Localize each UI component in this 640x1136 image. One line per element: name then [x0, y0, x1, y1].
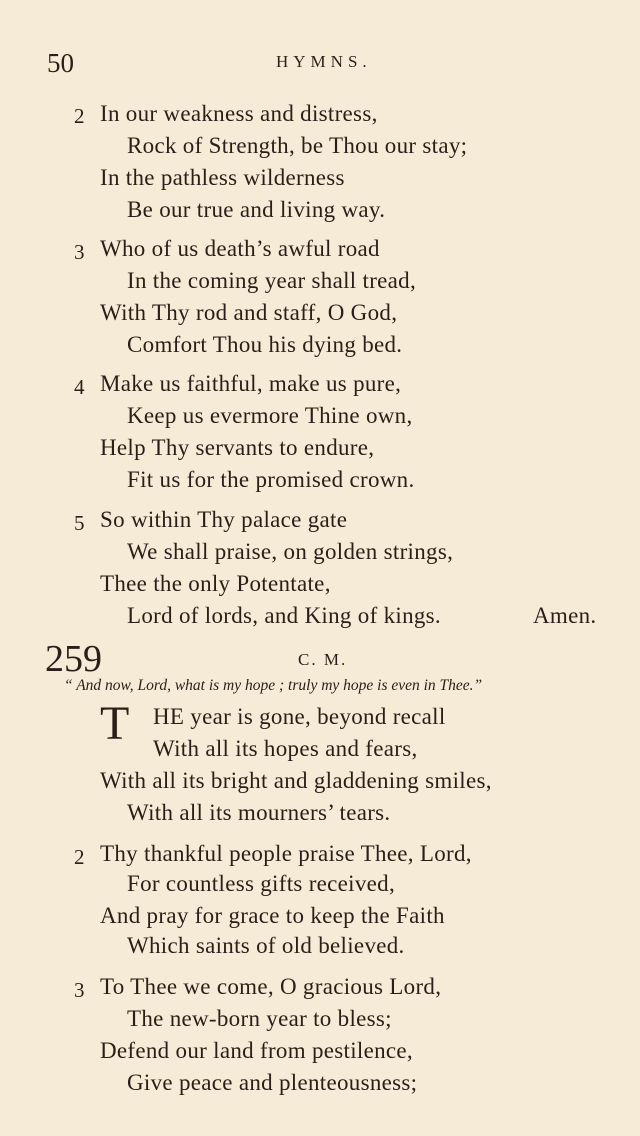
verse-line: Which saints of old believed. [127, 933, 405, 958]
verse-number: 5 [74, 511, 85, 535]
verse-line: Give peace and plenteousness; [127, 1070, 418, 1095]
verse-line: The new-born year to bless; [127, 1006, 392, 1031]
verse-number: 4 [74, 375, 85, 399]
verse-line: In our weakness and distress, [100, 101, 378, 126]
verse-line: So within Thy palace gate [100, 507, 348, 532]
verse-line: Defend our land from pestilence, [100, 1038, 413, 1063]
verse-line: To Thee we come, O gracious Lord, [100, 974, 442, 999]
verse-line: Thy thankful people praise Thee, Lord, [100, 841, 472, 866]
verse-line: We shall praise, on golden strings, [127, 539, 454, 564]
verse-number: 3 [74, 978, 85, 1002]
verse-line: Thee the only Potentate, [100, 571, 331, 596]
hymn-number: 259 [45, 638, 102, 680]
hymn-epigraph: “ And now, Lord, what is my hope ; truly my hope is even in Thee.” [64, 677, 483, 694]
verse-line: HE year is gone, beyond recall [153, 704, 446, 729]
verse-line: With all its bright and gladdening smiles, [100, 768, 492, 793]
drop-cap: T [100, 697, 130, 750]
running-head: HYMNS. [276, 52, 372, 71]
verse-number: 3 [74, 240, 85, 264]
page-number: 50 [47, 48, 74, 78]
verse-line: Lord of lords, and King of kings. [127, 603, 441, 628]
amen-text: Amen. [533, 603, 597, 628]
verse-number: 2 [74, 845, 85, 869]
verse-line: For countless gifts received, [127, 871, 396, 896]
verse-line: With Thy rod and staff, O God, [100, 300, 398, 325]
hymn-meter: C. M. [298, 650, 348, 669]
verse-line: Help Thy servants to endure, [100, 435, 375, 460]
verse-number: 2 [74, 104, 85, 128]
verse-line: Rock of Strength, be Thou our stay; [127, 133, 468, 158]
verse-line: Fit us for the promised crown. [127, 467, 415, 492]
verse-line: With all its hopes and fears, [153, 736, 418, 761]
verse-line: And pray for grace to keep the Faith [100, 903, 445, 928]
verse-line: Keep us evermore Thine own, [127, 403, 413, 428]
verse-line: Comfort Thou his dying bed. [127, 332, 403, 357]
verse-line: In the coming year shall tread, [127, 268, 417, 293]
verse-line: Make us faithful, make us pure, [100, 371, 402, 396]
verse-line: Who of us death’s awful road [100, 236, 380, 261]
verse-line: In the pathless wilderness [100, 165, 345, 190]
verse-line: Be our true and living way. [127, 197, 386, 222]
verse-line: With all its mourners’ tears. [127, 800, 391, 825]
